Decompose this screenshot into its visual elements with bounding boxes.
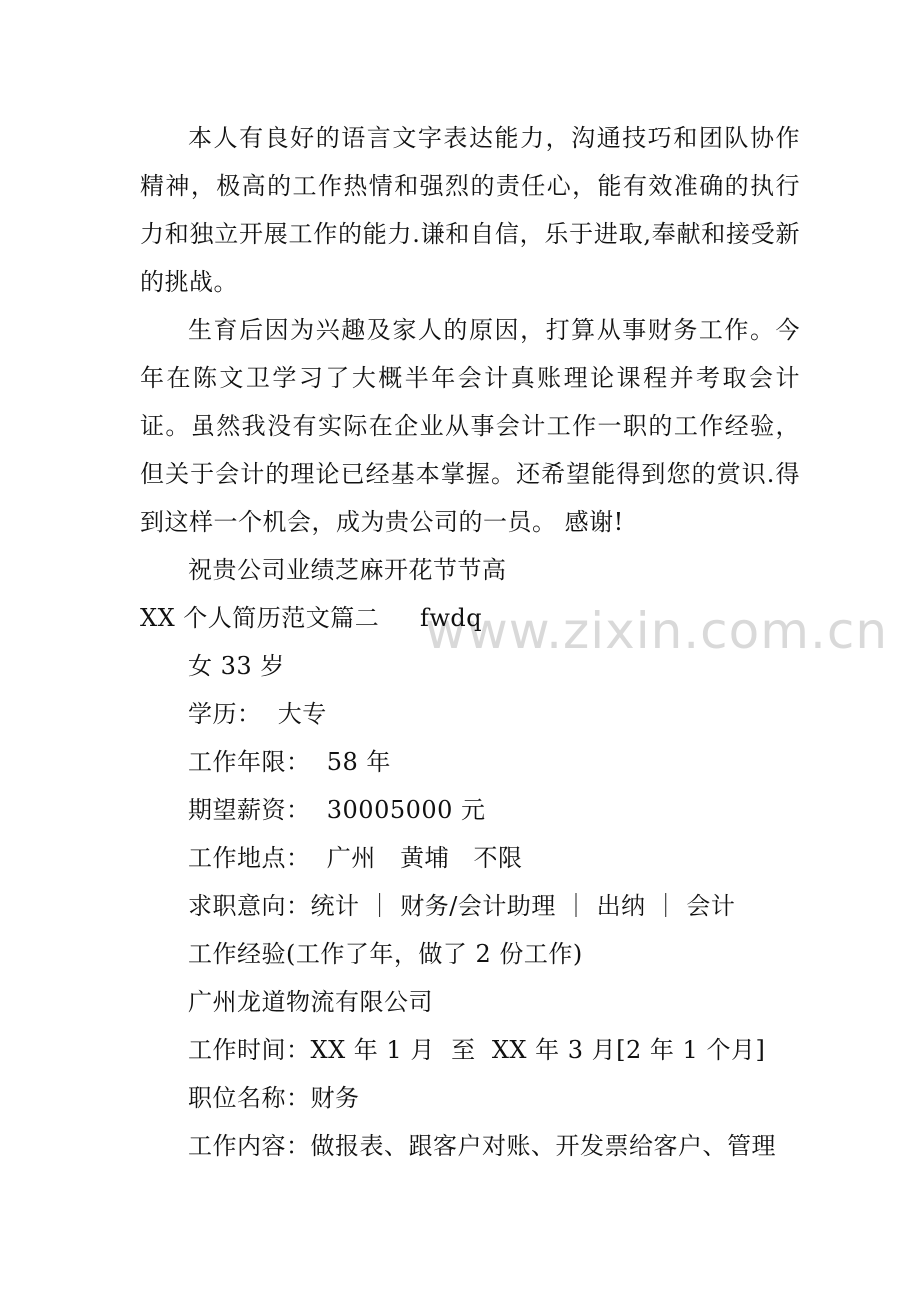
closing-wish: 祝贵公司业绩芝麻开花节节高 xyxy=(188,556,507,584)
expected-salary: 期望薪资： 30005000 元 xyxy=(188,796,486,824)
work-years: 工作年限： 58 年 xyxy=(188,748,391,776)
work-time: 工作时间：XX 年 1 月 至 XX 年 3 月[2 年 1 个月] xyxy=(188,1036,766,1064)
job-intent: 求职意向：统计 ｜ 财务/会计助理 ｜ 出纳 ｜ 会计 xyxy=(188,892,736,920)
gender-age: 女 33 岁 xyxy=(188,652,285,680)
paragraph-career-change: 生育后因为兴趣及家人的原因，打算从事财务工作。今年在陈文卫学习了大概半年会计真账理论课程并考取会计证。虽然我没有实际在企业从事会计工作一职的工作经验，但关于会计的理论已经基本掌握。还希望能得到您的赏识.得到这样一个机会，成为贵公司的一员。 感谢! xyxy=(140,316,800,536)
watermark: www.zixin.com.cn xyxy=(425,602,889,660)
work-location: 工作地点： 广州 黄埔 不限 xyxy=(188,844,523,872)
education: 学历： 大专 xyxy=(188,700,327,728)
company-name: 广州龙道物流有限公司 xyxy=(188,988,433,1016)
work-content: 工作内容：做报表、跟客户对账、开发票给客户、管理 xyxy=(188,1132,776,1160)
work-experience: 工作经验(工作了年，做了 2 份工作) xyxy=(188,940,583,968)
section-heading: XX 个人简历范文篇二 fwdq xyxy=(140,604,483,632)
position-title: 职位名称：财务 xyxy=(188,1084,360,1112)
paragraph-self-evaluation: 本人有良好的语言文字表达能力，沟通技巧和团队协作精神，极高的工作热情和强烈的责任心，能有效准确的执行力和独立开展工作的能力.谦和自信，乐于进取,奉献和接受新的挑战。 xyxy=(140,124,800,296)
